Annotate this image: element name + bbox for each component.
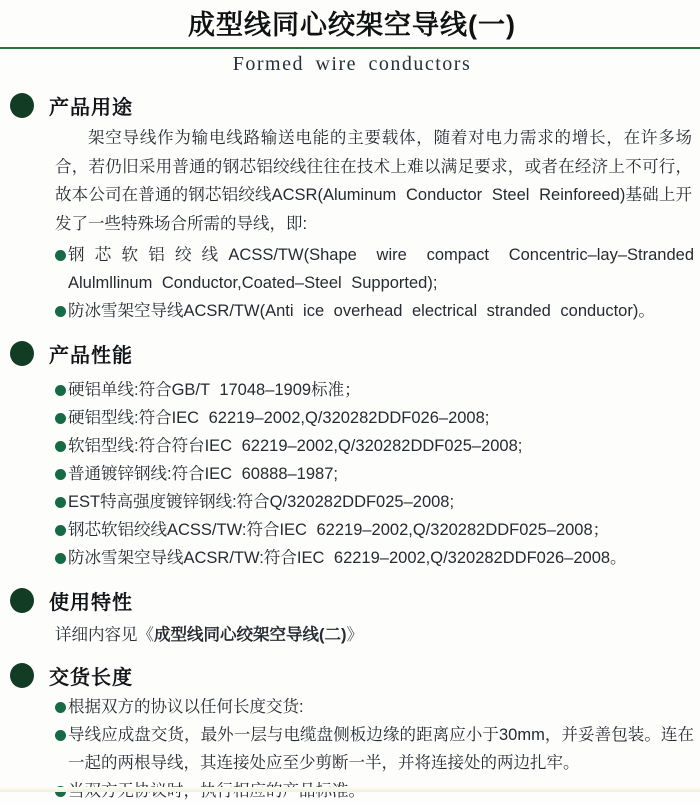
section-bullet-icon xyxy=(10,663,34,688)
section-bullet-icon xyxy=(10,588,34,613)
list-item xyxy=(55,241,694,297)
list-item xyxy=(55,297,694,325)
document-page xyxy=(0,6,700,805)
list-item-text: 硬铝型线:符合IEC 62219–2002,Q/320282DDF026–2008; xyxy=(68,409,490,427)
page-subtitle: Formed wire conductors xyxy=(232,53,472,75)
section-heading-usage xyxy=(10,91,694,120)
title-divider-rule xyxy=(0,47,700,49)
list-item xyxy=(55,544,694,572)
list-item-text: 硬铝单线:符合GB/T 17048–1909标准； xyxy=(68,381,361,399)
list-bullet-icon xyxy=(55,413,66,424)
usage-bullet-list xyxy=(55,241,694,325)
list-item xyxy=(55,432,694,460)
usage-paragraph: 架空导线作为输电线路输送电能的主要载体，随着对电力需求的增长，在许多场合，若仍旧采用普通的钢芯铝绞线往往在技术上难以满足要求，或者在经济上不可行，故本公司在普通的钢芯铝绞线ACSR(Aluminum Conductor Steel Reinforeed)基础上开发了一些特殊场合所需的导线，即: xyxy=(55,129,692,233)
section-heading-delivery xyxy=(10,661,694,690)
list-item-text: 软铝型线:符合符台IEC 62219–2002,Q/320282DDF025–2008; xyxy=(68,437,523,455)
list-item xyxy=(55,693,694,721)
list-item xyxy=(55,404,694,432)
page-bottom-scan-edge xyxy=(0,787,700,792)
list-bullet-icon xyxy=(55,525,66,536)
list-item xyxy=(55,721,694,777)
note-prefix: 详细内容见《 xyxy=(55,626,154,644)
list-item-text: 导线应成盘交货，最外一层与电缆盘侧板边缘的距离应小于30mm，并妥善包装。连在一起的两根导线，其连接处应至少剪断一半，并将连接处的两边扎牢。 xyxy=(68,726,694,772)
list-item-text: 根据双方的协议以任何长度交货: xyxy=(68,698,304,716)
page-title: 成型线同心绞架空导线(一) xyxy=(188,10,516,40)
section-heading-features xyxy=(10,586,694,615)
list-item-text: EST特高强度镀锌钢线:符合Q/320282DDF025–2008; xyxy=(68,493,455,511)
list-bullet-icon xyxy=(55,469,66,480)
list-bullet-icon xyxy=(55,250,66,261)
list-item xyxy=(55,516,694,544)
performance-bullet-list xyxy=(55,376,694,572)
referenced-document-title: 成型线同心绞架空导线(二) xyxy=(154,626,347,644)
section-title: 交货长度 xyxy=(49,667,133,689)
list-item xyxy=(55,376,694,404)
list-bullet-icon xyxy=(55,702,66,713)
list-item xyxy=(55,460,694,488)
list-bullet-icon xyxy=(55,497,66,508)
list-item xyxy=(55,488,694,516)
list-bullet-icon xyxy=(55,553,66,564)
section-bullet-icon xyxy=(10,93,34,118)
list-bullet-icon xyxy=(55,385,66,396)
section-title: 使用特性 xyxy=(49,592,133,614)
list-bullet-icon xyxy=(55,441,66,452)
note-suffix: 》 xyxy=(346,626,363,644)
section-title: 产品用途 xyxy=(49,97,133,119)
list-item-text: 钢芯软铝绞线ACSS/TW(Shape wire compact Concentric–lay–Stranded Alulmllinum Conductor,Coated–Steel Supported); xyxy=(68,246,694,292)
list-item-text: 普通镀锌钢线:符合IEC 60888–1987; xyxy=(68,465,338,483)
list-bullet-icon xyxy=(55,306,66,317)
section-bullet-icon xyxy=(10,341,34,366)
section-heading-performance xyxy=(10,339,694,368)
features-note xyxy=(55,621,694,649)
section-title: 产品性能 xyxy=(49,345,133,367)
list-item-text: 防冰雪架空导线ACSR/TW(Anti ice overhead electrical stranded conductor)。 xyxy=(68,302,655,320)
list-item-text: 防冰雪架空导线ACSR/TW:符合IEC 62219–2002,Q/320282DDF026–2008。 xyxy=(68,549,627,567)
list-bullet-icon xyxy=(55,730,66,741)
list-item-text: 钢芯软铝绞线ACSS/TW:符合IEC 62219–2002,Q/320282DDF025–2008； xyxy=(68,521,610,539)
